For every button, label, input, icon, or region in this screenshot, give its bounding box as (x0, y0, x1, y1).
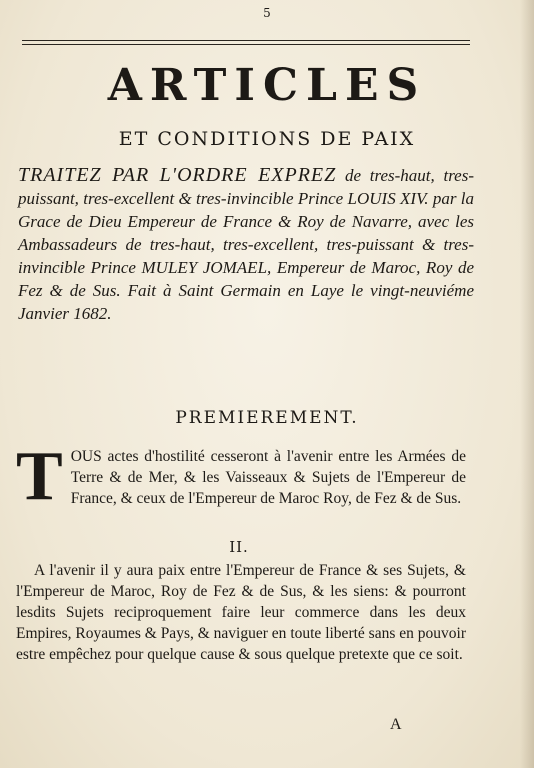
page-number: 5 (263, 6, 271, 20)
treaty-heading-lead: TRAITEZ PAR L'ORDRE EXPREZ (18, 164, 337, 186)
article-1 (16, 438, 466, 515)
document-subtitle: ET CONDITIONS DE PAIX (118, 128, 416, 150)
catchword: A (390, 716, 402, 733)
article-2-number: II. (229, 538, 249, 556)
page-edge-shadow (520, 0, 534, 768)
treaty-heading-body: de tres-haut, tres-puissant, tres-excellent & tres-invincible Prince LOUIS XIV. par la Grace de Dieu Empereur de France & Roy de Navarre, avec les Ambassadeurs de tres-haut, tres-excellent, tres-puissant & tres-invincible Prince MULEY JOMAEL, Empereur de Maroc, Roy de Fez & de Sus. Fait à Saint Germain en Laye le vingt-neuviéme Janvier 1682. (18, 166, 474, 323)
article-1-text: OUS actes d'hostilité cesseront à l'avenir entre les Armées de Terre & de Mer, & les Vaisseaux & Sujets de l'Empereur de France, & ceux de l'Empereur de Maroc Roy, de Fez & de Sus. (70, 448, 466, 507)
document-title: ARTICLES (107, 60, 427, 111)
treaty-heading (18, 164, 474, 325)
section-heading: PREMIEREMENT. (175, 408, 359, 428)
header-rule (22, 40, 470, 45)
drop-cap: T (16, 438, 63, 515)
article-2-text: A l'avenir il y aura paix entre l'Empereur de France & ses Sujets, & l'Empereur de Maroc, Roy de Fez & de Sus, & les siens: & pourront lesdits Sujets reciproquement faire leur commerce dans les deux Empires, Royaumes & Pays, & naviguer en toute liberté sans en pouvoir estre empêchez pour quelque cause & sous quelque pretexte que ce soit. (16, 562, 466, 663)
